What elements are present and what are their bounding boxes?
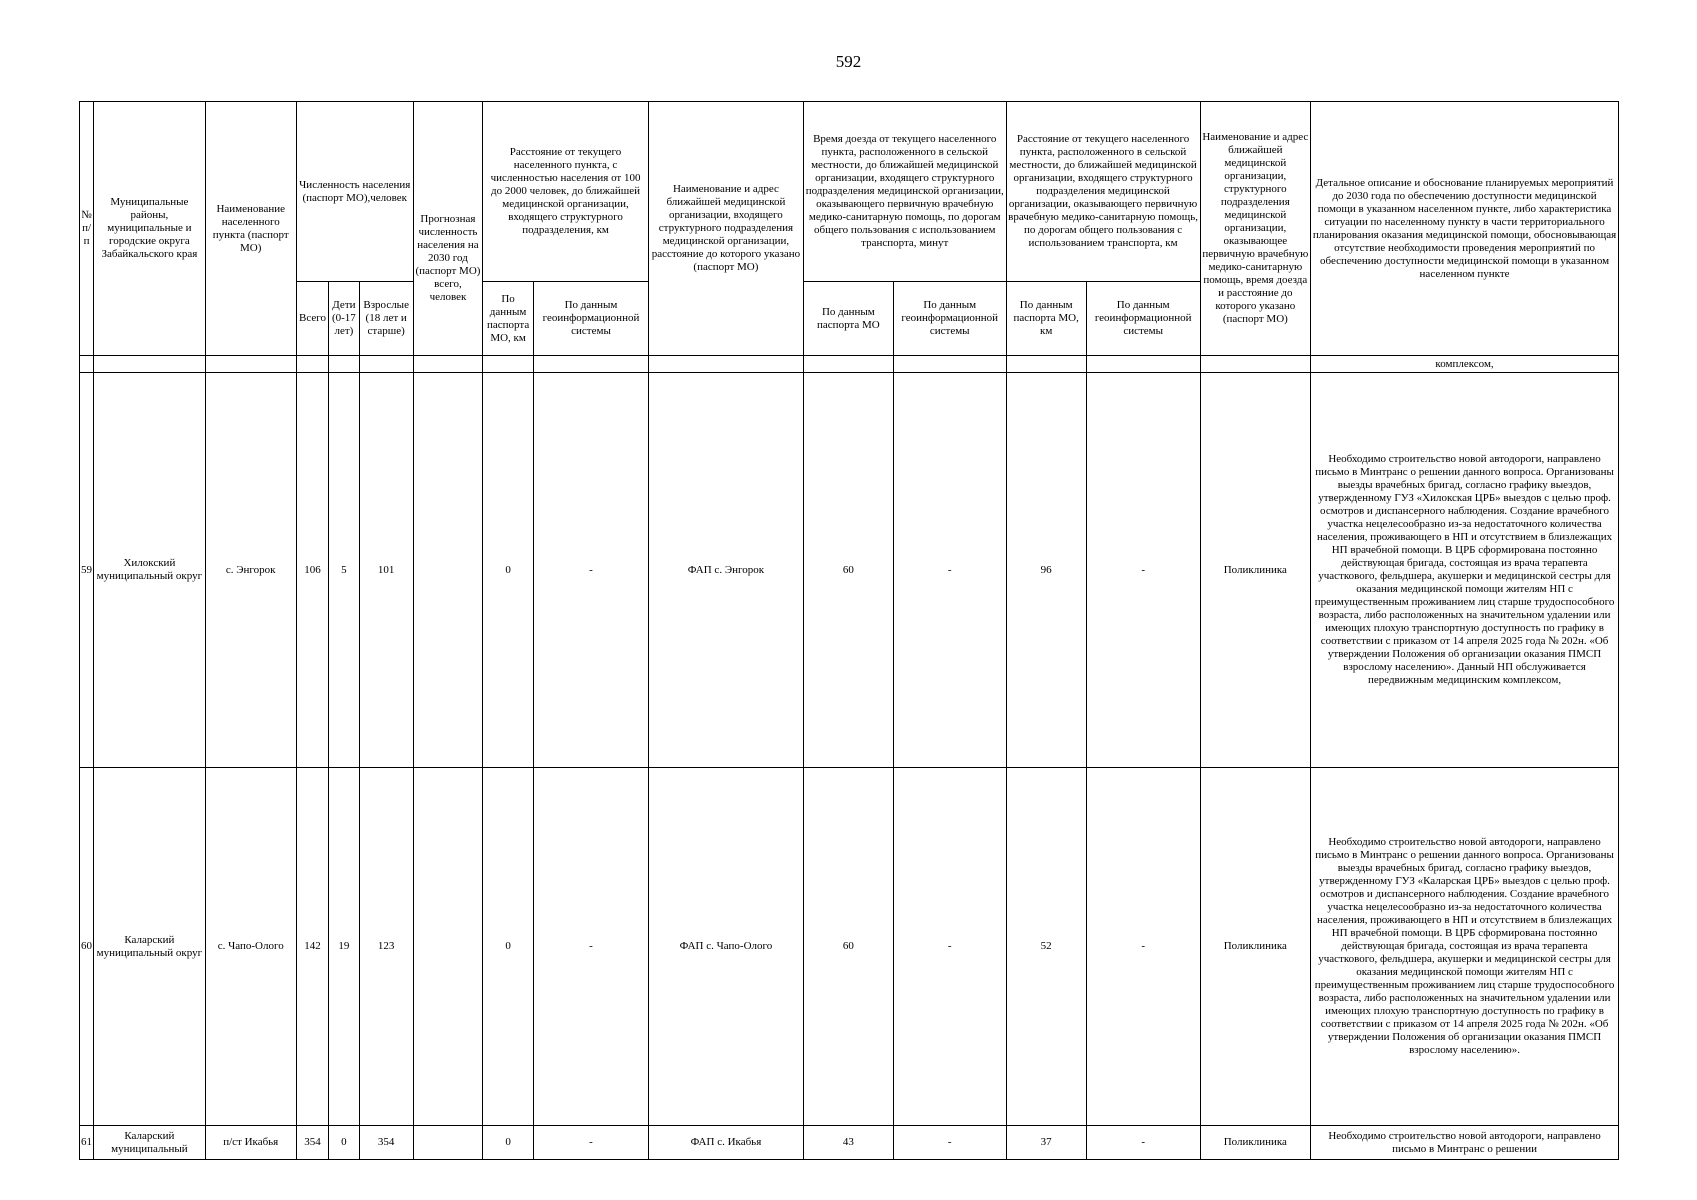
time-passport-cell: 43 [803, 1126, 893, 1160]
distance2-passport-cell: 96 [1006, 373, 1086, 768]
distance2-geo-cell: - [1086, 1126, 1200, 1160]
distance2-geo-cell: - [1086, 768, 1200, 1126]
nearest-primary-cell: Поликлиника [1200, 1126, 1311, 1160]
total-cell: 354 [296, 1126, 329, 1160]
table-row [80, 768, 1619, 1126]
distance-passport-cell: 0 [483, 1126, 534, 1160]
settlement-cell: п/ст Икабья [205, 1126, 296, 1160]
distance2-passport-cell: 37 [1006, 1126, 1086, 1160]
settlement-cell: с. Энгорок [205, 373, 296, 768]
district-cell: Каларский муниципальный [94, 1126, 206, 1160]
children-cell: 19 [329, 768, 359, 1126]
header-nearest-org: Наименование и адрес ближайшей медицинской организации, входящего структурного подразделения медицинской организации, расстояние до которого указано (паспорт МО) [648, 102, 803, 356]
subheader-geo: По данным геоинформационной системы [534, 282, 649, 356]
time-passport-cell: 60 [803, 768, 893, 1126]
distance-geo-cell: - [534, 1126, 649, 1160]
header-population: Численность населения (паспорт МО),человек [296, 102, 413, 282]
nearest-org-cell: ФАП с. Чапо-Олого [648, 768, 803, 1126]
adults-cell: 123 [359, 768, 413, 1126]
row-number: 59 [80, 373, 94, 768]
description-cell: Необходимо строительство новой автодороги, направлено письмо в Минтранс о решении [1311, 1126, 1619, 1160]
time-geo-cell: - [893, 768, 1006, 1126]
distance-passport-cell: 0 [483, 373, 534, 768]
header-row [80, 102, 1619, 282]
row-number: 61 [80, 1126, 94, 1160]
header-district: Муниципальные районы, муниципальные и городские округа Забайкальского края [94, 102, 206, 356]
table-row [80, 1126, 1619, 1160]
nearest-primary-cell: Поликлиника [1200, 768, 1311, 1126]
header-distance-rural: Расстояние от текущего населенного пункта, расположенного в сельской местности, до ближайшей медицинской организации, входящего структурного подразделения медицинской организации, оказывающего первичную врачебную медико-санитарную помощь, по дорогам общего пользования с использованием транспорта, км [1006, 102, 1200, 282]
district-cell: Каларский муниципальный округ [94, 768, 206, 1126]
nearest-primary-cell: Поликлиника [1200, 373, 1311, 768]
children-cell: 5 [329, 373, 359, 768]
subheader-children: Дети (0-17 лет) [329, 282, 359, 356]
header-num: № п/п [80, 102, 94, 356]
forecast-cell [413, 373, 482, 768]
district-cell: Хилокский муниципальный округ [94, 373, 206, 768]
header-distance-large: Расстояние от текущего населенного пункта, с численностью населения от 100 до 2000 человек, до ближайшей медицинской организации, входящего структурного подразделения, км [483, 102, 649, 282]
subheader-adults: Взрослые (18 лет и старше) [359, 282, 413, 356]
nearest-org-cell: ФАП с. Икабья [648, 1126, 803, 1160]
subheader-passport-km-2: По данным паспорта МО, км [1006, 282, 1086, 356]
settlements-table [79, 101, 1619, 1160]
total-cell: 142 [296, 768, 329, 1126]
header-nearest-primary: Наименование и адрес ближайшей медицинской организации, структурного подразделения медицинской организации, оказывающее первичную врачебную медико-санитарную помощь, время доезда и расстояние до которого указано (паспорт МО) [1200, 102, 1311, 356]
continuation-row [80, 356, 1619, 373]
forecast-cell [413, 768, 482, 1126]
page-number: 592 [835, 52, 862, 71]
description-cell: Необходимо строительство новой автодороги, направлено письмо в Минтранс о решении данного вопроса. Организованы выезды врачебных бригад, согласно графику выездов, утвержденному ГУЗ «Каларская ЦРБ» выездов с целью проф. осмотров и диспансерного наблюдения. Создание врачебного участка нецелесообразно из-за недостаточного количества населения, проживающего в НП и отсутствием в близлежащих НП врачебной помощи. В ЦРБ сформирована постоянно действующая бригада, состоящая из врача терапевта участкового, фельдшера, акушерки и медицинской сестры для оказания медицинской помощи жителям НП с преимущественным проживанием лиц старше трудоспособного возраста, либо расположенных на значительном удалении или имеющих плохую транспортную доступность по графику в соответствии с приказом от 14 апреля 2025 года № 202н. «Об утверждении Положения об организации оказания ПМСП взрослому населению». [1311, 768, 1619, 1126]
distance-passport-cell: 0 [483, 768, 534, 1126]
header-forecast: Прогнозная численность населения на 2030 год (паспорт МО) всего, человек [413, 102, 482, 356]
distance-geo-cell: - [534, 768, 649, 1126]
adults-cell: 354 [359, 1126, 413, 1160]
header-travel-time: Время доезда от текущего населенного пункта, расположенного в сельской местности, до ближайшей медицинской организации, входящего структурного подразделения медицинской организации, оказывающего первичную врачебную медико-санитарную помощь, по дорогам общего пользования с использованием транспорта, минут [803, 102, 1006, 282]
time-passport-cell: 60 [803, 373, 893, 768]
row-number: 60 [80, 768, 94, 1126]
subheader-passport: По данным паспорта МО [803, 282, 893, 356]
subheader-total: Всего [296, 282, 329, 356]
subheader-passport-km: По данным паспорта МО, км [483, 282, 534, 356]
header-description: Детальное описание и обоснование планируемых мероприятий до 2030 года по обеспечению доступности медицинской помощи в указанном населенном пункте, либо характеристика ситуации по населенному пункту в части территориального планирования оказания медицинской помощи, обосновывающая отсутствие необходимости проведения мероприятий по обеспечению доступности медицинской помощи в указанном населенном пункте [1311, 102, 1619, 356]
time-geo-cell: - [893, 1126, 1006, 1160]
description-cell: Необходимо строительство новой автодороги, направлено письмо в Минтранс о решении данного вопроса. Организованы выезды врачебных бригад, согласно графику выездов, утвержденному ГУЗ «Хилокская ЦРБ» выездов с целью проф. осмотров и диспансерного наблюдения. Создание врачебного участка нецелесообразно из-за недостаточного количества населения, проживающего в НП и отсутствием в близлежащих НП врачебной помощи. В ЦРБ сформирована постоянно действующая бригада, состоящая из врача терапевта участкового, фельдшера, акушерки и медицинской сестры для оказания медицинской помощи жителям НП с преимущественным проживанием лиц старше трудоспособного возраста, либо расположенных на значительном удалении или имеющих плохую транспортную доступность по графику в соответствии с приказом от 14 апреля 2025 года № 202н. «Об утверждении Положения об организации оказания ПМСП взрослому населению». Данный НП обслуживается передвижным медицинским комплексом, [1311, 373, 1619, 768]
adults-cell: 101 [359, 373, 413, 768]
subheader-geo-2: По данным геоинформационной системы [893, 282, 1006, 356]
settlement-cell: с. Чапо-Олого [205, 768, 296, 1126]
total-cell: 106 [296, 373, 329, 768]
table-row [80, 373, 1619, 768]
continuation-text: комплексом, [1311, 356, 1619, 373]
forecast-cell [413, 1126, 482, 1160]
nearest-org-cell: ФАП с. Энгорок [648, 373, 803, 768]
distance-geo-cell: - [534, 373, 649, 768]
subheader-geo-3: По данным геоинформационной системы [1086, 282, 1200, 356]
distance2-geo-cell: - [1086, 373, 1200, 768]
time-geo-cell: - [893, 373, 1006, 768]
header-settlement: Наименование населенного пункта (паспорт МО) [205, 102, 296, 356]
distance2-passport-cell: 52 [1006, 768, 1086, 1126]
children-cell: 0 [329, 1126, 359, 1160]
